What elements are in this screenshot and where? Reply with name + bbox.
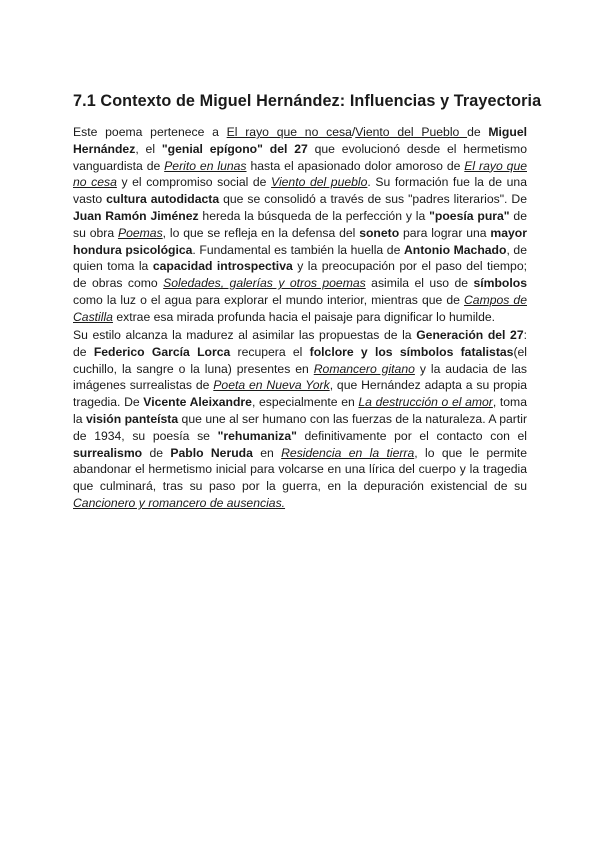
text-run: que une al ser humano con las fuerzas de la naturaleza. A partir de 1934, su poesía se: [73, 411, 528, 443]
text-run: y la preocupación por el paso del tiempo; de obras como: [73, 259, 528, 291]
text-run: y la audacia de las imágenes surrealistas de: [73, 361, 527, 393]
bold-text: símbolos: [473, 276, 527, 291]
work-title: La destrucción o el amor: [358, 395, 493, 410]
text-run: que evolucionó desde el hermetismo vanguardista de: [73, 141, 527, 173]
text-run: de su obra: [73, 208, 527, 240]
text-run: , de quien toma la: [73, 242, 527, 274]
text-run: definitivamente por el contacto con el: [296, 428, 527, 443]
text-run: , especialmente en: [251, 395, 359, 410]
work-title: Poeta en Nueva York: [213, 378, 330, 393]
bold-text: "genial epígono" del 27: [161, 141, 308, 156]
text-run: recupera el: [230, 344, 310, 359]
text-run: , lo que le permite abandonar el hermetismo inicial para volcarse en una lírica del cuerpo y la tragedia que culminará, tras su paso por la guerra, en la depuración existencial de su: [73, 445, 527, 494]
text-run: y el compromiso social de: [116, 175, 272, 190]
bold-text: "rehumaniza": [217, 428, 297, 443]
bold-text: cultura autodidacta: [106, 192, 220, 207]
text-run: , que Hernández adapta a su propia tragedia. De: [73, 378, 527, 410]
work-title: Poemas: [117, 225, 163, 240]
bold-text: Generación del 27: [416, 328, 524, 342]
bold-text: soneto: [359, 225, 400, 240]
bold-text: capacidad introspectiva: [152, 259, 293, 274]
work-title: Viento del pueblo: [271, 175, 368, 190]
work-title: Residencia en la tierra: [281, 445, 415, 460]
work-title: Cancionero y romancero de ausencias.: [73, 495, 286, 510]
work-title: Viento del Pueblo: [355, 125, 468, 139]
text-run: asimila el uso de: [365, 276, 474, 291]
work-title: Romancero gitano: [313, 361, 415, 376]
paragraph-1: [73, 124, 527, 326]
text-run: , lo que se refleja en la defensa del: [162, 225, 360, 240]
section-heading: 7.1 Contexto de Miguel Hernández: Influencias y Trayectoria: [73, 92, 542, 110]
bold-text: visión panteísta: [85, 411, 179, 426]
text-run: , el: [135, 141, 162, 156]
text-run: que se consolidó a través de sus "padres literarios". De: [219, 192, 527, 207]
text-run: (el cuchillo, la sangre o la luna) presentes en: [73, 344, 527, 376]
text-run: en: [252, 445, 282, 460]
work-title: El rayo que no cesa: [226, 125, 352, 139]
bold-text: Juan Ramón Jiménez: [73, 208, 199, 223]
paragraph-2: [73, 327, 527, 512]
bold-text: mayor hondura psicológica: [73, 225, 527, 257]
bold-text: Antonio Machado: [403, 242, 507, 257]
text-run: /: [351, 125, 356, 139]
text-run: , toma la: [73, 395, 527, 426]
text-run: Su estilo alcanza la madurez al asimilar las propuestas de la: [73, 328, 417, 342]
bold-text: folclore y los símbolos fatalistas: [309, 344, 514, 359]
text-run: extrae esa mirada profunda hacia el paisaje para dignificar lo humilde.: [112, 309, 496, 324]
bold-text: Miguel Hernández: [73, 125, 527, 156]
text-run: : de: [73, 328, 527, 359]
text-run: hasta el apasionado dolor amoroso de: [246, 158, 465, 173]
text-run: . Su formación fue la de una vasto: [73, 175, 527, 207]
text-run: . Fundamental es también la huella de: [192, 242, 404, 257]
work-title: Campos de Castilla: [73, 292, 527, 324]
text-run: Este poema pertenece a: [73, 125, 227, 139]
bold-text: surrealismo: [73, 445, 143, 460]
text-run: de: [142, 445, 171, 460]
text-run: hereda la búsqueda de la perfección y la: [198, 208, 430, 223]
work-title: Perito en lunas: [164, 158, 247, 173]
text-run: como la luz o el agua para explorar el mundo interior, mientras que de: [73, 292, 464, 307]
bold-text: Vicente Aleixandre: [143, 395, 252, 410]
bold-text: Federico García Lorca: [93, 344, 231, 359]
work-title: Soledades, galerías y otros poemas: [163, 276, 366, 291]
bold-text: Pablo Neruda: [170, 445, 253, 460]
text-run: de: [467, 125, 489, 139]
bold-text: "poesía pura": [429, 208, 510, 223]
text-run: para lograr una: [399, 225, 491, 240]
work-title: El rayo que no cesa: [73, 158, 527, 190]
